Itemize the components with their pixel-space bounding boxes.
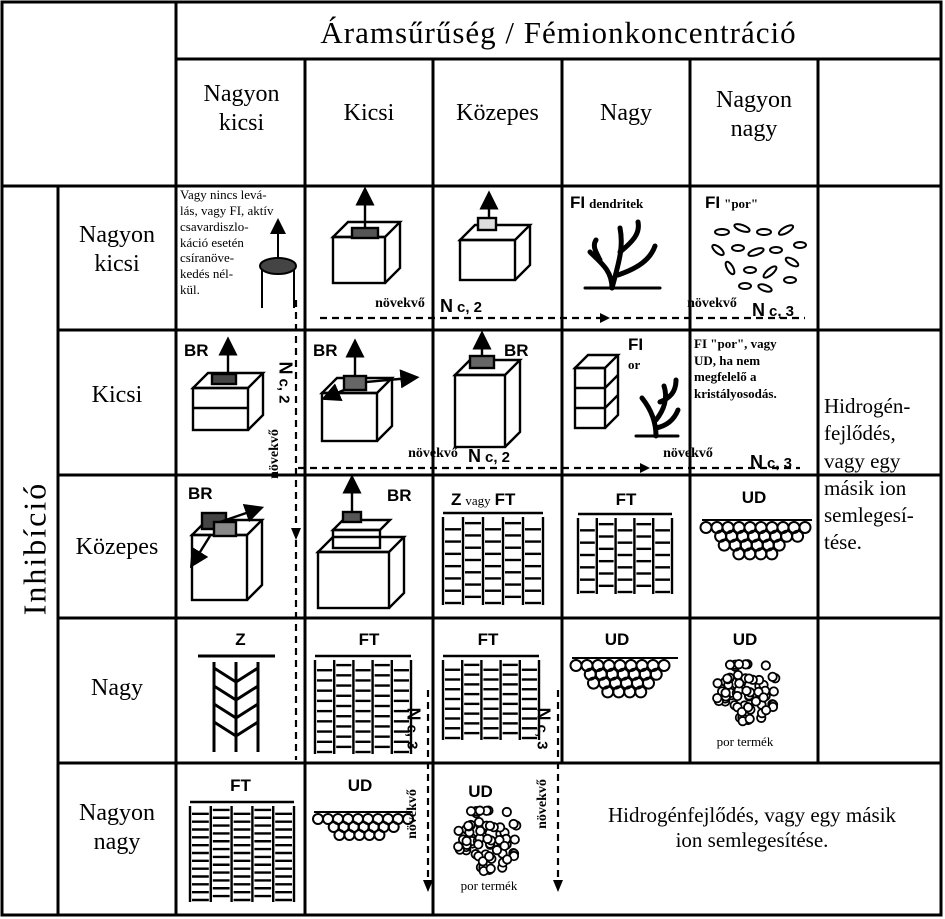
powder-grain — [511, 835, 519, 843]
powder-grain — [759, 693, 767, 701]
screw-dislocation-cylinder — [260, 226, 296, 308]
arrow-label-novekvo: növekvő — [687, 296, 737, 311]
cell-r5c3-label: UD — [468, 782, 493, 801]
nc-symbol: N — [275, 361, 296, 375]
bulk-block-step — [318, 484, 404, 608]
cell-r3c2-label: BR — [387, 486, 412, 505]
cell-r3c5-label: UD — [741, 488, 767, 507]
powder-grain — [762, 661, 770, 669]
ud-cell — [334, 830, 344, 840]
cell-r5c2-label: UD — [347, 776, 373, 795]
layered-columns — [575, 355, 618, 428]
cell-r4c3-label: FT — [477, 630, 499, 649]
right-note-line: Hidrogén- — [824, 394, 911, 418]
nc-symbol: N — [752, 300, 765, 320]
ud-cell — [701, 522, 712, 533]
header-title: Áramsűrűség / Fémionkoncentráció — [320, 15, 797, 50]
ud-powder-cluster — [454, 806, 520, 875]
ud-powder-cluster — [713, 660, 779, 725]
row-header-line: Nagyon — [79, 222, 155, 248]
layer-growth-block — [333, 196, 400, 283]
powder-grain — [745, 674, 753, 682]
nc-subscript: c, 3 — [533, 724, 551, 750]
nc-symbol: N — [440, 296, 453, 316]
ud-cell — [364, 830, 374, 840]
dendrite-small — [636, 380, 678, 436]
crystal-type-sublabel: dendritek — [589, 196, 644, 211]
nc-subscript: c, 3 — [767, 455, 793, 472]
cell-r2c3-label: BR — [504, 341, 529, 360]
row-header-kicsi: Kicsi — [91, 382, 143, 408]
right-note-line: másik ion — [824, 475, 907, 500]
stacked-block — [455, 340, 520, 447]
ud-cell — [354, 830, 364, 840]
ud-cell — [374, 830, 384, 840]
bottom-note-line: ion semlegesítése. — [675, 828, 829, 853]
powder-grain — [744, 703, 752, 711]
powder-grain — [486, 865, 494, 873]
cell-r2c4-label: FI — [628, 335, 644, 354]
bulk-block-fragments — [192, 510, 262, 600]
column-header-line: kicsi — [218, 109, 265, 136]
column-header-nagy: Nagy — [600, 100, 652, 126]
column-header-line: Nagyon — [716, 87, 792, 113]
crystal-type-label: FI — [570, 193, 586, 212]
cell-text-line: Vagy nincs levá- — [180, 187, 267, 202]
side-label-inhibicio: Inhibíció — [16, 481, 53, 616]
ft-columns — [315, 656, 411, 754]
ft-columns — [190, 802, 294, 902]
nc-subscript: c, 2 — [485, 449, 511, 466]
cell-r4c4-label: UD — [604, 630, 630, 649]
cell-text-line: lás, vagy FI, aktív — [180, 202, 274, 218]
bulk-block-lateral — [322, 348, 410, 441]
bulk-block — [193, 346, 263, 430]
nc-symbol: N — [533, 707, 554, 721]
ud-cell — [403, 814, 413, 824]
ud-honeycomb — [313, 812, 413, 840]
right-note-line: vagy egy — [824, 448, 901, 473]
right-note-line: tése. — [824, 530, 862, 555]
cell-text-line: megfelelő a — [694, 369, 757, 385]
powder-grain — [474, 840, 482, 848]
column-header-line: Nagyon — [203, 81, 280, 107]
cell-r4c5-label: UD — [732, 630, 758, 649]
column-header-kicsi: Kicsi — [343, 100, 395, 126]
ud-cell — [389, 822, 399, 832]
powder-grain — [454, 827, 462, 835]
ft-columns — [578, 514, 672, 594]
powder-grain — [735, 679, 743, 687]
row-header-line: nagy — [93, 828, 141, 855]
powder-grain — [476, 806, 484, 814]
ft-columns — [443, 513, 543, 605]
powder-grain — [770, 687, 778, 695]
cell-text-line: kedés nél- — [180, 266, 234, 282]
arrow-label-novekvo: növekvő — [663, 446, 713, 461]
ud-cell — [571, 660, 582, 671]
powder-grain — [454, 842, 462, 850]
cell-text-line: csavardiszlo- — [180, 218, 249, 234]
powder-grain — [726, 661, 734, 669]
powder-grain — [713, 679, 721, 687]
arrow-label-novekvo: növekvő — [375, 296, 425, 311]
crystal-type-label: FT — [494, 490, 516, 509]
cell-r2c2-label: BR — [313, 341, 338, 360]
cell-r5c3-sub: por termék — [460, 878, 518, 893]
z-twin-chevrons — [198, 656, 275, 752]
cell-r4c2-label: FT — [358, 630, 380, 649]
nc-symbol: N — [403, 707, 424, 721]
nc-subscript: c, 2 — [275, 378, 293, 404]
cell-r3c4-label: FT — [615, 490, 637, 509]
right-note-line: fejlődés, — [824, 421, 896, 446]
arrow-label-novekvo: növekvő — [408, 446, 458, 461]
powder-grain — [483, 835, 491, 843]
nucleus-on-block — [460, 200, 530, 280]
cell-text-line: káció esetén — [180, 234, 244, 250]
cell-r3c1-label: BR — [188, 484, 213, 503]
nc-subscript: c, 3 — [769, 303, 795, 320]
ft-columns — [443, 656, 539, 740]
powder-grain — [742, 687, 750, 695]
ud-honeycomb — [571, 658, 679, 697]
powder-grain — [735, 660, 743, 668]
powder-grain — [768, 673, 776, 681]
row-header-line: kicsi — [94, 250, 140, 277]
powder-grain — [464, 822, 472, 830]
powder-grain — [713, 694, 721, 702]
powder-grain — [486, 822, 494, 830]
right-note-line: semlegesí- — [824, 503, 914, 528]
nc-symbol: N — [468, 446, 481, 466]
cell-r4c1-label: Z — [235, 630, 246, 649]
cell-text-line: kül. — [180, 282, 200, 298]
powder-particles — [711, 222, 806, 293]
crystal-type-connector: vagy — [465, 493, 491, 508]
powder-grain — [500, 842, 508, 850]
row-header-kozepes: Közepes — [75, 534, 159, 560]
arrow-label-novekvo-vertical: növekvő — [267, 429, 282, 479]
column-header-line: nagy — [730, 115, 778, 142]
nc-subscript: c, 2 — [457, 299, 483, 316]
row-header-nagy: Nagy — [91, 675, 143, 701]
crystal-type-label: FI — [705, 193, 721, 212]
cell-text-line: FI "por", vagy — [694, 336, 777, 351]
cell-r5c1-label: FT — [230, 776, 251, 795]
bottom-note-line: Hidrogénfejlődés, vagy egy másik — [607, 803, 897, 827]
cell-r2c4-or: or — [628, 357, 641, 372]
column-header-kozepes: Közepes — [456, 100, 539, 126]
cell-text-line: UD, ha nem — [694, 352, 761, 368]
powder-grain — [462, 837, 470, 845]
arrow-label-novekvo-vertical: növekvő — [405, 789, 420, 839]
cell-text-line: kristályosodás. — [694, 385, 777, 401]
powder-grain — [723, 674, 731, 682]
row-header-line: Nagyon — [79, 800, 155, 826]
powder-grain — [476, 827, 484, 835]
powder-grain — [733, 692, 741, 700]
powder-grain — [762, 706, 770, 714]
nc-symbol: N — [750, 452, 763, 472]
cell-text-line: csíranöve- — [180, 250, 235, 266]
powder-grain — [503, 855, 511, 863]
dendrite — [585, 222, 660, 288]
crystal-type-label: Z — [451, 490, 462, 509]
powder-grain — [745, 715, 753, 723]
powder-grain — [485, 852, 493, 860]
cell-r4c5-sub: por termék — [716, 734, 774, 749]
ud-honeycomb — [701, 520, 813, 559]
powder-grain — [721, 689, 729, 697]
powder-grain — [503, 808, 511, 816]
ud-cell — [344, 830, 354, 840]
powder-grain — [509, 820, 517, 828]
cell-r2c1-label: BR — [184, 341, 209, 360]
ud-cell — [313, 814, 323, 824]
powder-grain — [467, 807, 475, 815]
arrow-label-novekvo-vertical: növekvő — [535, 779, 550, 829]
nc-subscript: c, 3 — [403, 724, 421, 750]
crystal-type-sublabel: "por" — [724, 196, 759, 211]
